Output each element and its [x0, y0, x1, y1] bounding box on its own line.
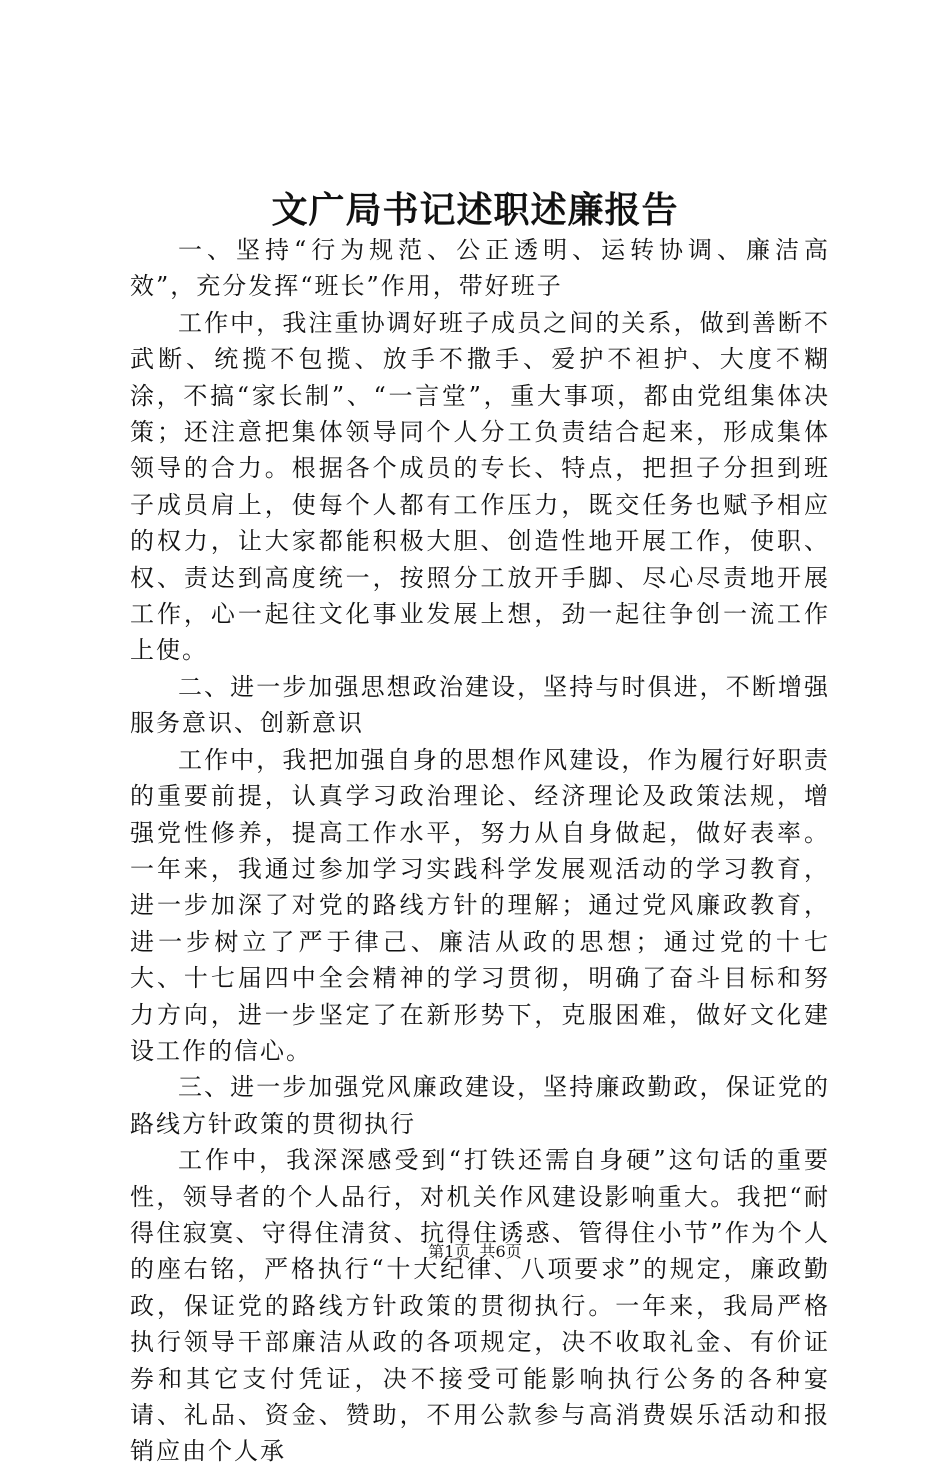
- page-total: 共6页: [479, 1242, 522, 1261]
- document-body: [130, 232, 830, 1470]
- section-heading-1: 一、坚持“行为规范、公正透明、运转协调、廉洁高效”，充分发挥“班长”作用，带好班子: [130, 236, 830, 301]
- section-heading-3: 三、进一步加强党风廉政建设，坚持廉政勤政，保证党的路线方针政策的贯彻执行: [130, 1073, 830, 1138]
- page-footer: [0, 1240, 950, 1264]
- page-number: 第1页: [428, 1242, 471, 1261]
- body-paragraph-1: 工作中，我注重协调好班子成员之间的关系，做到善断不武断、统揽不包揽、放手不撒手、爱护不袒护、大度不糊涂，不搞“家长制”、“一言堂”，重大事项，都由党组集体决策；还注意把集体领导同个人分工负责结合起来，形成集体领导的合力。根据各个成员的专长、特点，把担子分担到班子成员肩上，使每个人都有工作压力，既交任务也赋予相应的权力，让大家都能积极大胆、创造性地开展工作，使职、权、责达到高度统一，按照分工放开手脚、尽心尽责地开展工作，心一起往文化事业发展上想，劲一起往争创一流工作上使。: [130, 308, 830, 665]
- body-paragraph-3: 工作中，我深深感受到“打铁还需自身硬”这句话的重要性，领导者的个人品行，对机关作风建设影响重大。我把“耐得住寂寞、守得住清贫、抗得住诱惑、管得住小节”作为个人的座右铭，严格执行“十大纪律、八项要求”的规定，廉政勤政，保证党的路线方针政策的贯彻执行。一年来，我局严格执行领导干部廉洁从政的各项规定，决不收取礼金、有价证券和其它支付凭证，决不接受可能影响执行公务的各种宴请、礼品、资金、赞助，不用公款参与高消费娱乐活动和报销应由个人承: [130, 1146, 830, 1466]
- document-title: 文广局书记述职述廉报告: [271, 189, 679, 231]
- body-paragraph-2: 工作中，我把加强自身的思想作风建设，作为履行好职责的重要前提，认真学习政治理论、经济理论及政策法规，增强党性修养，提高工作水平，努力从自身做起，做好表率。一年来，我通过参加学习实践科学发展观活动的学习教育，进一步加深了对党的路线方针的理解；通过党风廉政教育，进一步树立了严于律己、廉洁从政的思想；通过党的十七大、十七届四中全会精神的学习贯彻，明确了奋斗目标和努力方向，进一步坚定了在新形势下，克服困难，做好文化建设工作的信心。: [130, 745, 830, 1065]
- section-heading-2: 二、进一步加强思想政治建设，坚持与时俱进，不断增强服务意识、创新意识: [130, 672, 830, 738]
